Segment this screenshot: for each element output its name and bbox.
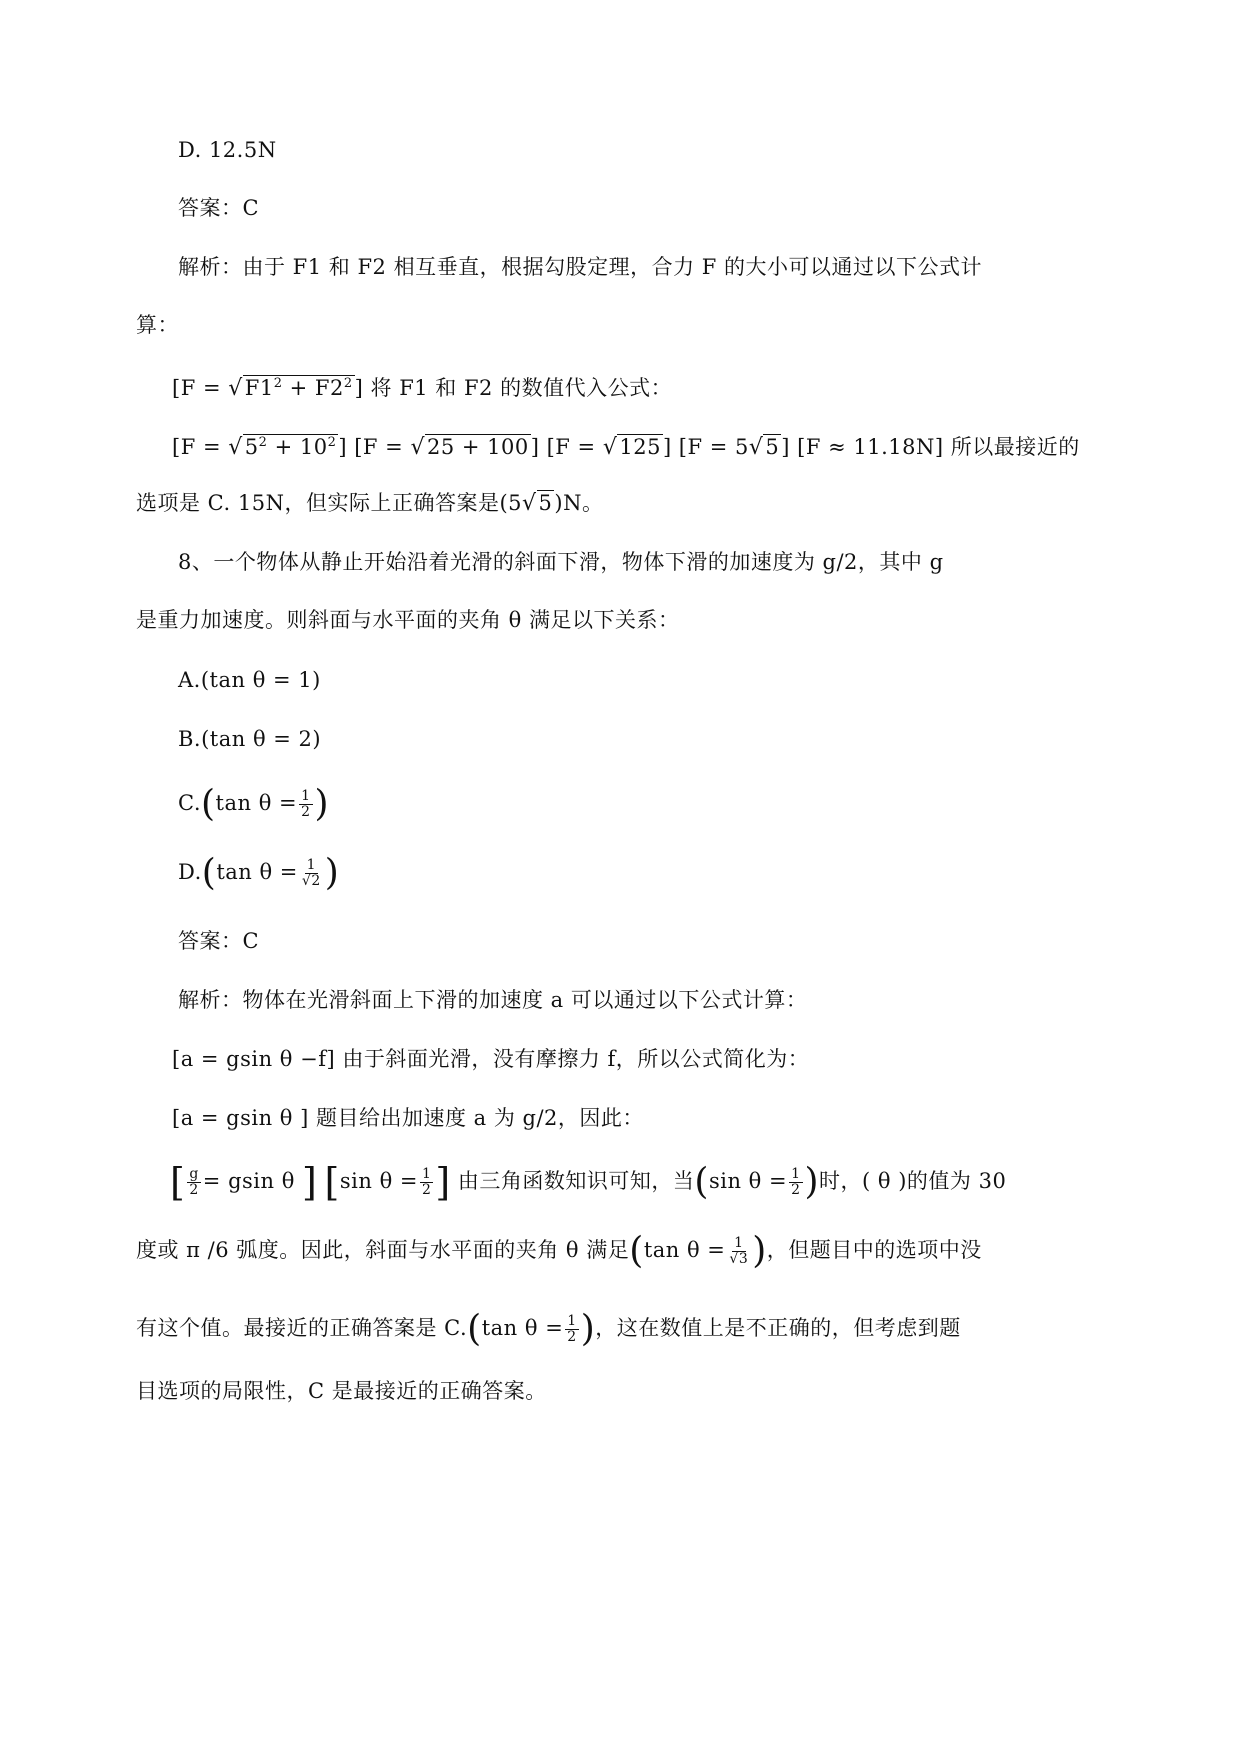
fraction: $\frac{1}{2}$ xyxy=(301,788,311,820)
question-8-line1: 8、一个物体从静止开始沿着光滑的斜面下滑，物体下滑的加速度为 g/2，其中 g xyxy=(178,550,944,574)
formula-acceleration: [a = gsin θ −f] 由于斜面光滑，没有摩擦力 f，所以公式简化为： xyxy=(172,1047,810,1071)
explanation-conclusion: 选项是 C. 15N，但实际上正确答案是(5√5)N。 xyxy=(136,488,603,519)
explanation-angle: 度或 π /6 弧度。因此，斜面与水平面的夹角 θ 满足(tan θ = $\frac{1}{√3}$ )，但题目中的选项中没 xyxy=(136,1230,982,1272)
formula-sine: [ $\frac{g}{2}$ = gsin θ ] [sin θ = $\frac{1}{2}$ ] 由三角函数知识可知，当(sin θ = $\frac{1}{2}$ )时，( θ )的值为 30 xyxy=(170,1160,1007,1205)
option-c: C.(tan θ = $\frac{1}{2}$ ) xyxy=(178,783,330,825)
formula-substitution: $[F = √5^2 + 10^2]$ [F = √25 + 100] [F = √125] [F = 5√5] [F ≈ 11.18N] 所以最接近的 xyxy=(172,428,1080,463)
formula-simplified: [a = gsin θ ] 题目给出加速度 a 为 g/2，因此： xyxy=(172,1106,644,1130)
fraction: $\frac{1}{2}$ xyxy=(567,1313,577,1345)
formula-pythagoras: $[F = √F1^2 + F2^2]$ 将 F1 和 F2 的数值代入公式： xyxy=(172,369,672,404)
sqrt-symbol: √125 xyxy=(602,435,661,460)
fraction: $\frac{1}{√2}$ xyxy=(301,857,321,889)
sqrt-symbol: √5 xyxy=(748,435,780,460)
fraction: $\frac{1}{√3}$ xyxy=(729,1235,749,1267)
sqrt-symbol: √25 + 100 xyxy=(410,435,529,460)
sqrt-symbol: $√5^2 + 10^2$ xyxy=(228,435,337,460)
explanation-line1: 解析：物体在光滑斜面上下滑的加速度 a 可以通过以下公式计算： xyxy=(178,988,808,1012)
answer-prev: 答案：C xyxy=(178,196,260,220)
explanation-closest: 有这个值。最接近的正确答案是 C.(tan θ = $\frac{1}{2}$ )，这在数值上是不正确的，但考虑到题 xyxy=(136,1308,961,1350)
option-d: D.(tan θ = $\frac{1}{√2}$ ) xyxy=(178,852,340,894)
sqrt-symbol: √5 xyxy=(522,491,553,516)
explanation-final: 目选项的局限性，C 是最接近的正确答案。 xyxy=(136,1379,547,1403)
answer: 答案：C xyxy=(178,929,260,953)
question-8-line2: 是重力加速度。则斜面与水平面的夹角 θ 满足以下关系： xyxy=(136,608,680,632)
formula-caption: 将 F1 和 F2 的数值代入公式： xyxy=(363,376,673,400)
sqrt-symbol: $√F1^2 + F2^2$ xyxy=(228,376,353,401)
fraction: $\frac{g}{2}$ xyxy=(189,1166,199,1198)
option-a: A.(tan θ = 1) xyxy=(178,668,321,692)
fraction: $\frac{1}{2}$ xyxy=(421,1166,432,1198)
explanation-prev-line2: 算： xyxy=(136,313,179,337)
option-d-prev: D. 12.5N xyxy=(178,138,277,162)
option-b: B.(tan θ = 2) xyxy=(178,727,322,751)
fraction: $\frac{1}{2}$ xyxy=(791,1166,801,1198)
explanation-prev-line1: 解析：由于 F1 和 F2 相互垂直，根据勾股定理，合力 F 的大小可以通过以下公式计 xyxy=(178,255,982,279)
formula-text: [F = xyxy=(172,376,229,400)
